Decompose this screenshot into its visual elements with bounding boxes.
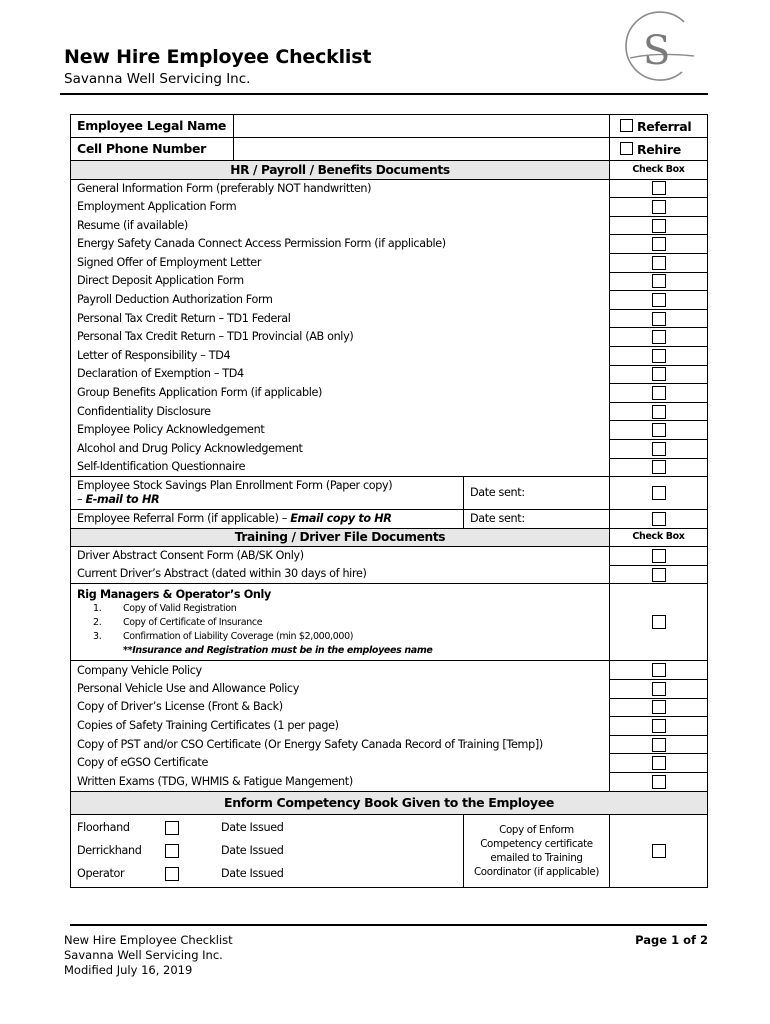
logo-letter: S [643,28,671,74]
checkbox[interactable] [165,844,179,858]
checklist-item-label: Employee Policy Acknowledgement [71,421,610,440]
checklist-item-check[interactable] [610,421,708,440]
checklist-item-label: Energy Safety Canada Connect Access Permission Form (if applicable) [71,235,610,254]
checkbox[interactable] [652,219,666,233]
checklist-item-check[interactable] [610,272,708,291]
checklist-item-check[interactable] [610,365,708,384]
stock-plan-check[interactable] [610,477,708,510]
checklist-row [71,547,708,566]
checklist-row [71,235,708,254]
footer-modified-date: Modified July 16, 2019 [64,963,193,977]
checklist-item-label: Confidentiality Disclosure [71,402,610,421]
checklist-item-label: Declaration of Exemption – TD4 [71,365,610,384]
company-logo [612,6,696,88]
enform-role-check[interactable] [165,862,221,885]
checkbox[interactable] [652,719,666,733]
stock-plan-dash: – [77,493,86,507]
driver-section-title: Training / Driver File Documents [71,528,610,547]
legal-name-field[interactable] [234,115,610,138]
enform-role-row [77,816,457,839]
enform-date-issued-label: Date Issued [221,866,284,880]
checklist-item-label: Copy of eGSO Certificate [71,754,610,773]
checklist-row [71,198,708,217]
referral-form-date-label: Date sent: [470,511,525,525]
rig-list-item [93,616,603,630]
driver-check-header: Check Box [610,528,708,547]
checklist-table [70,114,708,888]
checklist-row [71,661,708,680]
checkbox[interactable] [652,756,666,770]
referral-label: Referral [637,118,692,134]
checklist-item-check[interactable] [610,346,708,365]
checklist-row [71,680,708,699]
stock-plan-label: Employee Stock Savings Plan Enrollment Form (Paper copy) [77,479,393,493]
checklist-item-check[interactable] [610,458,708,477]
checkbox[interactable] [652,367,666,381]
checklist-item-check[interactable] [610,291,708,310]
phone-label: Cell Phone Number [71,138,234,161]
checklist-item-label: Payroll Deduction Authorization Form [71,291,610,310]
checkbox[interactable] [652,615,666,629]
checkbox[interactable] [652,349,666,363]
rig-managers-title: Rig Managers & Operator’s Only [77,587,271,601]
referral-form-check[interactable] [610,510,708,529]
checkbox[interactable] [652,738,666,752]
checkbox[interactable] [652,549,666,563]
checklist-item-label: Employment Application Form [71,198,610,217]
stock-plan-date[interactable] [464,477,610,510]
rig-managers-check[interactable] [610,584,708,661]
checklist-item-check[interactable] [610,402,708,421]
checkbox[interactable] [652,181,666,195]
checklist-row [71,402,708,421]
checklist-row [71,773,708,792]
checkbox[interactable] [652,775,666,789]
checklist-item-check[interactable] [610,384,708,403]
checkbox[interactable] [652,405,666,419]
checklist-item-label: Group Benefits Application Form (if applicable) [71,384,610,403]
checkbox[interactable] [652,663,666,677]
checkbox[interactable] [652,330,666,344]
checklist-item-label: Company Vehicle Policy [71,661,610,680]
checklist-row [71,698,708,717]
checklist-row [71,565,708,584]
referral-form-item [71,510,464,529]
checklist-row [71,421,708,440]
rig-list-text: Copy of Valid Registration [123,602,237,614]
footer-info [64,933,233,978]
checkbox[interactable] [652,486,666,500]
checklist-row [71,291,708,310]
enform-date-issued-label: Date Issued [221,843,284,857]
checklist-item-label: Written Exams (TDG, WHMIS & Fatigue Mangement) [71,773,610,792]
checklist-row [71,309,708,328]
checklist-row [71,179,708,198]
rehire-checkbox[interactable] [620,142,633,155]
rig-managers-list [77,602,603,644]
checklist-row [71,735,708,754]
checklist-item-label: Personal Tax Credit Return – TD1 Provincial (AB only) [71,328,610,347]
rig-list-number: 1. [93,602,102,614]
enform-role-check[interactable] [165,816,221,839]
stock-plan-item [71,477,464,510]
checkbox[interactable] [652,442,666,456]
checklist-row [71,346,708,365]
checklist-item-label: Copies of Safety Training Certificates (1 per page) [71,717,610,736]
legal-name-label: Employee Legal Name [71,115,234,138]
enform-role-row [77,839,457,862]
checklist-row [71,439,708,458]
stock-plan-date-label: Date sent: [470,486,525,500]
checklist-item-label: Alcohol and Drug Policy Acknowledgement [71,439,610,458]
enform-date-issued-label: Date Issued [221,820,284,834]
checklist-row [71,458,708,477]
checklist-item-check[interactable] [610,754,708,773]
checklist-row [71,754,708,773]
enform-roles [71,814,464,887]
referral-form-label: Employee Referral Form (if applicable) – [77,511,291,525]
enform-copy-check[interactable] [610,814,708,887]
footer-company: Savanna Well Servicing Inc. [64,948,223,962]
header-rule [60,93,708,95]
rig-list-number: 2. [93,616,102,628]
rig-managers-note: **Insurance and Registration must be in the employees name [123,644,433,656]
checklist-row [71,365,708,384]
referral-option[interactable] [610,115,708,138]
checklist-item-check[interactable] [610,717,708,736]
checklist-item-check[interactable] [610,565,708,584]
rehire-label: Rehire [637,141,681,157]
document-title: New Hire Employee Checklist [64,46,372,68]
referral-checkbox[interactable] [620,119,633,132]
enform-role-row [77,862,457,885]
checklist-item-check[interactable] [610,328,708,347]
checkbox[interactable] [652,386,666,400]
checklist-item-label: Signed Offer of Employment Letter [71,253,610,272]
checkbox[interactable] [652,293,666,307]
rig-list-item [93,630,603,644]
checklist-item-label: Direct Deposit Application Form [71,272,610,291]
checklist-item-check[interactable] [610,547,708,566]
checklist-item-check[interactable] [610,773,708,792]
checkbox[interactable] [652,237,666,251]
checklist-item-check[interactable] [610,198,708,217]
checklist-item-label: General Information Form (preferably NOT handwritten) [71,179,610,198]
rehire-option[interactable] [610,138,708,161]
checklist-item-label: Letter of Responsibility – TD4 [71,346,610,365]
checklist-row [71,272,708,291]
referral-form-date[interactable] [464,510,610,529]
rig-list-text: Copy of Certificate of Insurance [123,616,263,628]
checklist-item-check[interactable] [610,698,708,717]
checklist-row [71,717,708,736]
checklist-item-check[interactable] [610,253,708,272]
rig-managers-item [71,584,610,661]
enform-section-title: Enform Competency Book Given to the Employee [71,791,708,814]
checkbox[interactable] [652,312,666,326]
checklist-row [71,384,708,403]
checkbox[interactable] [652,512,666,526]
hr-check-header: Check Box [610,161,708,180]
checkbox[interactable] [652,568,666,582]
checklist-item-label: Copy of Driver’s License (Front & Back) [71,698,610,717]
checklist-item-check[interactable] [610,235,708,254]
checkbox[interactable] [652,256,666,270]
stock-plan-email-note: E-mail to HR [85,493,160,507]
checkbox[interactable] [652,423,666,437]
checkbox[interactable] [165,867,179,881]
enform-copy-note: Copy of Enform Competency certificate emailed to Training Coordinator (if applicable) [464,814,610,887]
referral-form-email-note: Email copy to HR [290,511,392,525]
checklist-item-check[interactable] [610,735,708,754]
enform-role-label: Derrickhand [77,843,142,857]
rig-list-item [93,602,603,616]
checklist-item-check[interactable] [610,661,708,680]
checklist-item-check[interactable] [610,179,708,198]
checkbox[interactable] [652,200,666,214]
company-name: Savanna Well Servicing Inc. [64,71,251,87]
checkbox[interactable] [652,682,666,696]
checklist-item-label: Driver Abstract Consent Form (AB/SK Only) [71,547,610,566]
checklist-item-check[interactable] [610,309,708,328]
checklist-item-check[interactable] [610,439,708,458]
checklist-item-label: Personal Tax Credit Return – TD1 Federal [71,309,610,328]
enform-roles-table [77,816,457,885]
checklist-item-label: Current Driver’s Abstract (dated within 30 days of hire) [71,565,610,584]
checklist-row [71,328,708,347]
enform-role-label: Floorhand [77,820,130,834]
checklist-row [71,253,708,272]
checkbox[interactable] [652,700,666,714]
checkbox[interactable] [652,460,666,474]
phone-field[interactable] [234,138,610,161]
checklist-item-label: Resume (if available) [71,216,610,235]
checklist-item-label: Personal Vehicle Use and Allowance Policy [71,680,610,699]
checklist-item-label: Self-Identification Questionnaire [71,458,610,477]
checkbox[interactable] [165,821,179,835]
hr-section-title: HR / Payroll / Benefits Documents [71,161,610,180]
checkbox[interactable] [652,844,666,858]
page-number: Page 1 of 2 [635,933,708,947]
enform-role-label: Operator [77,866,125,880]
footer-rule [70,924,707,926]
checklist-item-label: Copy of PST and/or CSO Certificate (Or Energy Safety Canada Record of Training [Temp]) [71,735,610,754]
rig-list-text: Confirmation of Liability Coverage (min $2,000,000) [123,630,354,642]
checklist-item-check[interactable] [610,680,708,699]
enform-role-check[interactable] [165,839,221,862]
footer-doc-title: New Hire Employee Checklist [64,933,233,947]
checkbox[interactable] [652,274,666,288]
checklist-row [71,216,708,235]
rig-list-number: 3. [93,630,102,642]
checklist-item-check[interactable] [610,216,708,235]
